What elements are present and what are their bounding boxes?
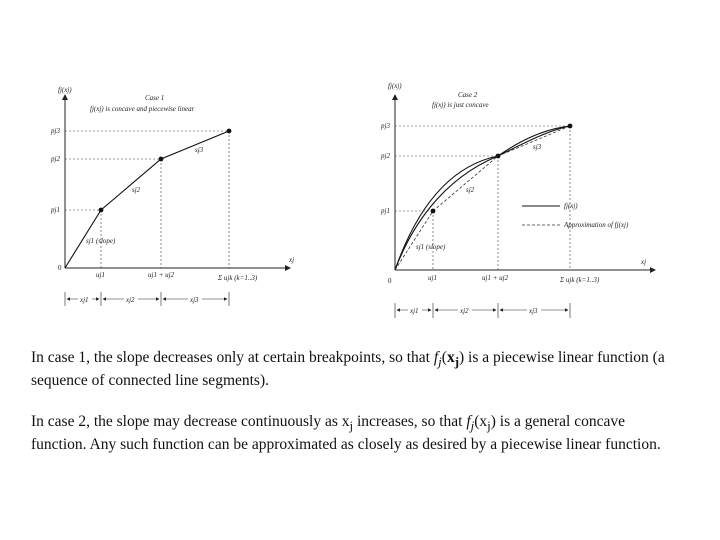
case1-xtick-2: uj1 + uj2 [148,271,175,279]
case1-interval-3: xj3 [190,296,199,304]
case1-origin: 0 [58,264,62,272]
case2-ytick-2: pj2 [381,152,390,160]
case1-piecewise-curve [65,131,229,268]
paragraph-case1: In case 1, the slope decreases only at certain breakpoints, so that $f_j(x_j)$ is a piecewise linear function (a sequence of connected line segments). [31,349,665,390]
case2-xtick-3: Σ ujk (k=1..3) [560,276,600,284]
case2-interval-1: xj1 [410,307,419,315]
paragraph-case2: In case 2, the slope may decrease continuously as $x_j$ increases, so that $f_j(x_j)$ is a general concave function. Any such function can be approximated as closely as desired by a piecewise linear function. [31,413,661,454]
case1-ytick-1: pj1 [51,206,60,214]
case2-legend [522,202,629,229]
case2-y-label: fj(xj) [388,82,402,90]
case2-legend-approximation: Approximation of fj(xj) [564,221,629,229]
case1-interval-2: xj2 [126,296,135,304]
case1-slope-1: sj1 (slope) [86,237,116,245]
case1-ytick-2: pj2 [51,155,60,163]
case1-chart [50,86,294,306]
case2-breakpoint-3 [568,124,573,129]
case2-interval-2: xj2 [460,307,469,315]
case2-legend-curve: fj(xj) [564,202,578,210]
case1-breakpoint-1 [99,208,104,213]
case1-slope-3: sj3 [195,146,204,154]
case1-subtitle: fj(xj) is concave and piecewise linear [90,105,195,113]
case2-chart [380,82,655,318]
case2-origin: 0 [388,277,392,285]
case1-interval-1: xj1 [80,296,89,304]
case2-ytick-1: pj1 [381,207,390,215]
case2-x-label: xj [641,258,647,266]
case1-x-label: xj [289,256,295,264]
case1-y-label: fj(xj) [58,86,72,94]
case2-xtick-1: uj1 [428,274,437,282]
case2-breakpoint-2 [496,154,501,159]
case1-breakpoint-2 [159,157,164,162]
case2-ytick-3: pj3 [381,122,390,130]
case2-slope-3: sj3 [533,143,542,151]
case2-subtitle: fj(xj) is just concave [432,101,489,109]
case1-xtick-1: uj1 [96,271,105,279]
case2-title: Case 2 [458,91,478,99]
case1-breakpoint-3 [227,129,232,134]
case2-slope-1: sj1 (slope) [416,243,446,251]
case2-slope-2: sj2 [466,186,475,194]
case1-title: Case 1 [145,94,165,102]
case1-ytick-3: pj3 [51,127,60,135]
case1-slope-2: sj2 [132,186,141,194]
case2-breakpoint-1 [431,209,436,214]
case1-xtick-3: Σ ujk (k=1..3) [218,274,258,282]
case2-interval-3: xj3 [529,307,538,315]
case2-xtick-2: uj1 + uj2 [482,274,509,282]
